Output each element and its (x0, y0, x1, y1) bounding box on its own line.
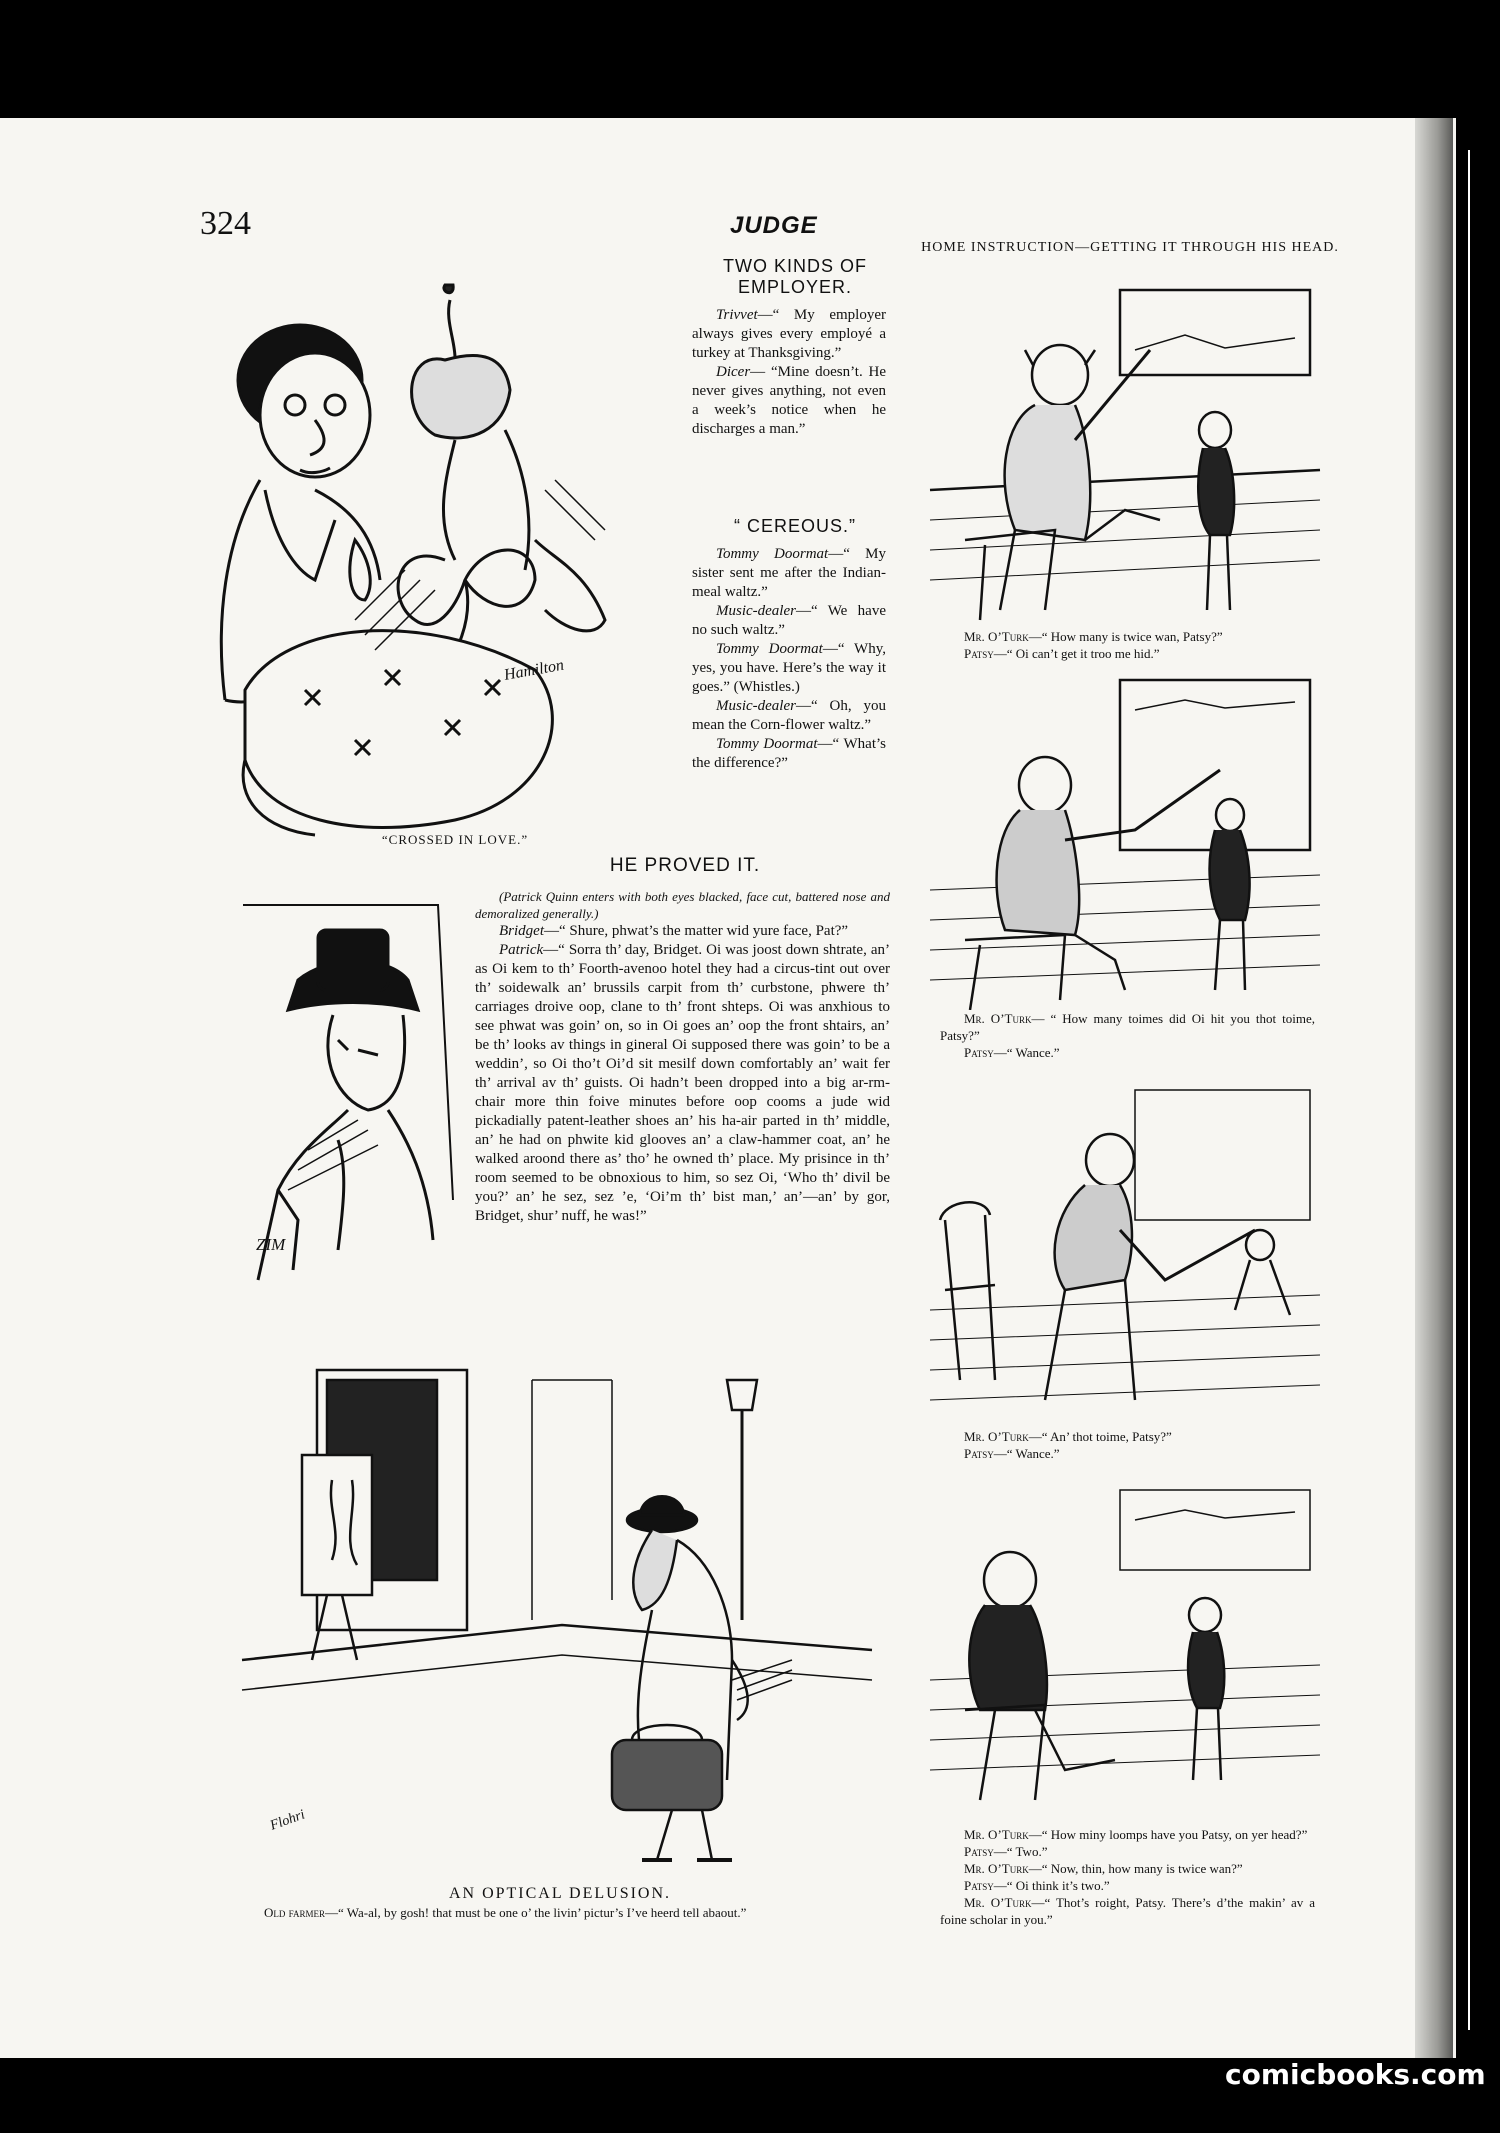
home-line: —“ Two.” (993, 1844, 1048, 1859)
cereous-line: —“ We have no such waltz.” (692, 603, 886, 638)
home-title: HOME INSTRUCTION—GETTING IT THROUGH HIS HEAD. (921, 240, 1339, 255)
crossed-in-love-illustration (205, 240, 685, 840)
home-line: —“ Thot’s roight, Patsy. There’s d’the makin’ av a foine scholar in you.” (940, 1895, 1315, 1927)
page-gutter (1415, 118, 1453, 2058)
employer-speaker-1: Trivvet (716, 307, 758, 323)
page-number: 324 (200, 205, 251, 242)
home-panel-2-illustration (925, 670, 1325, 1010)
cereous-line: —“ What’s the difference?” (692, 736, 886, 771)
home-line: —“ How miny loomps have you Patsy, on yer head?” (1028, 1827, 1308, 1842)
employer-title: TWO KINDS OF EMPLOYER. (723, 256, 867, 297)
patrick-quinn-illustration (238, 900, 458, 1290)
home-line: —“ How many is twice wan, Patsy?” (1028, 629, 1223, 644)
cereous-line: —“ My sister sent me after the Indian-meal waltz.” (692, 546, 886, 600)
cereous-speaker: Tommy Doormat (716, 736, 818, 752)
employer-column (692, 306, 886, 439)
old-farmer-line: —“ Wa-al, by gosh! that must be one o’ the livin’ pictur’s I’ve heerd tell abaout.” (324, 1905, 747, 1920)
home-line: —“ Oi can’t get it troo me hid.” (993, 646, 1160, 661)
proved-stage-direction: (Patrick Quinn enters with both eyes blacked, face cut, battered nose and demoralized generally.) (475, 889, 890, 921)
proved-column (475, 888, 890, 1226)
home-speaker: Patsy (964, 646, 994, 661)
cereous-line: —“ Oh, you mean the Corn-flower waltz.” (692, 698, 886, 733)
crossed-caption: “CROSSED IN LOVE.” (381, 832, 529, 847)
home-line: —“ An’ thot toime, Patsy?” (1028, 1429, 1172, 1444)
bridget-line: —“ Shure, phwat’s the matter wid yure face, Pat?” (544, 923, 849, 939)
home-line: —“ Now, thin, how many is twice wan?” (1028, 1861, 1243, 1876)
home-panel-4-illustration (925, 1480, 1325, 1825)
home-speaker: Mr. O’Turk (964, 1827, 1029, 1842)
home-line: —“ Wance.” (993, 1045, 1060, 1060)
bridget-speaker: Bridget (499, 923, 544, 939)
home-speaker: Patsy (964, 1446, 994, 1461)
old-farmer-speaker: Old farmer (264, 1905, 325, 1920)
optical-caption (240, 1904, 856, 1921)
watermark-logo: comicbooks.com (1225, 2058, 1486, 2091)
home-caption-4 (940, 1826, 1315, 1928)
patrick-speaker: Patrick (499, 942, 544, 958)
cereous-speaker: Music-dealer (716, 698, 796, 714)
home-speaker: Patsy (964, 1878, 994, 1893)
employer-speaker-2: Dicer (716, 364, 751, 380)
home-speaker: Mr. O’Turk (964, 1861, 1029, 1876)
optical-title: AN OPTICAL DELUSION. (448, 1885, 672, 1902)
crossed-artist-signature: Hamilton (502, 656, 566, 684)
home-speaker: Patsy (964, 1045, 994, 1060)
cereous-title: “ CEREOUS.” (733, 516, 856, 536)
home-line: —“ Oi think it’s two.” (993, 1878, 1110, 1893)
home-speaker: Mr. O’Turk (964, 1011, 1032, 1026)
scan-border (1460, 118, 1500, 2058)
home-panel-3-illustration (925, 1080, 1325, 1425)
cereous-speaker: Music-dealer (716, 603, 796, 619)
proved-title: HE PROVED IT. (609, 855, 761, 876)
cereous-speaker: Tommy Doormat (716, 546, 829, 562)
home-caption-3 (940, 1428, 1315, 1462)
employer-line-1: —“ My employer always gives every employé a turkey at Thanksgiving.” (692, 307, 886, 361)
home-line: — “ How many toimes did Oi hit you thot toime, Patsy?” (940, 1011, 1315, 1043)
optical-delusion-illustration (232, 1360, 882, 1880)
home-caption-1 (940, 628, 1315, 662)
employer-line-2: — “Mine doesn’t. He never gives anything, not even a week’s notice when he discharges a man.” (692, 364, 886, 437)
cereous-line: —“ Why, yes, you have. Here’s the way it goes.” (Whistles.) (692, 641, 886, 695)
home-line: —“ Wance.” (993, 1446, 1060, 1461)
home-caption-2 (940, 1010, 1315, 1061)
home-speaker: Mr. O’Turk (964, 1895, 1032, 1910)
home-speaker: Mr. O’Turk (964, 1429, 1029, 1444)
home-speaker: Patsy (964, 1844, 994, 1859)
patrick-line: —“ Sorra th’ day, Bridget. Oi was joost down shtrate, an’ as Oi kem to th’ Foorth-avenoo hotel they had a circus-tint out over th’ soidewalk an’ brussils carpit from th’ curbstone, phwere th’ carriages droive oop, clane to th’ front shteps. Oi was anxhious to see phwat was goin’ on, so in Oi goes an’ oop the front shtairs, an’ be th’ looks av things in gineral Oi supposed there was goin’ to be a weddin’, so Oi tho’t Oi’d sit mesilf down comfortably an’ wait fer th’ arrival av th’ guists. Oi hadn’t been dropped into a big ar-rm-chair more thin foive minutes before oop cooms a jude wid pickadially patent-leather shoes an’ his ha-air parted in th’ middle, an’ he had on phwite kid glooves an’ a claw-hammer coat, an’ he walked aroond there as’ tho’ he owned th’ place. My prisince in th’ room seemed to be obnoxious to him, so sez Oi, ‘Who th’ divil be you?’ an’ he sez, sez ’e, ‘Oi’m th’ bist man,’ an’—an’ by gor, Bridget, shur’ nuff, he was!” (475, 942, 890, 1224)
cereous-column (692, 545, 886, 773)
flohri-signature: Flohri (268, 1807, 307, 1834)
cereous-speaker: Tommy Doormat (716, 641, 823, 657)
zim-signature: ZIM (256, 1235, 286, 1254)
home-speaker: Mr. O’Turk (964, 629, 1029, 644)
next-page-edge (1468, 150, 1470, 2030)
home-panel-1-illustration (925, 280, 1325, 625)
masthead: JUDGE (730, 212, 818, 239)
